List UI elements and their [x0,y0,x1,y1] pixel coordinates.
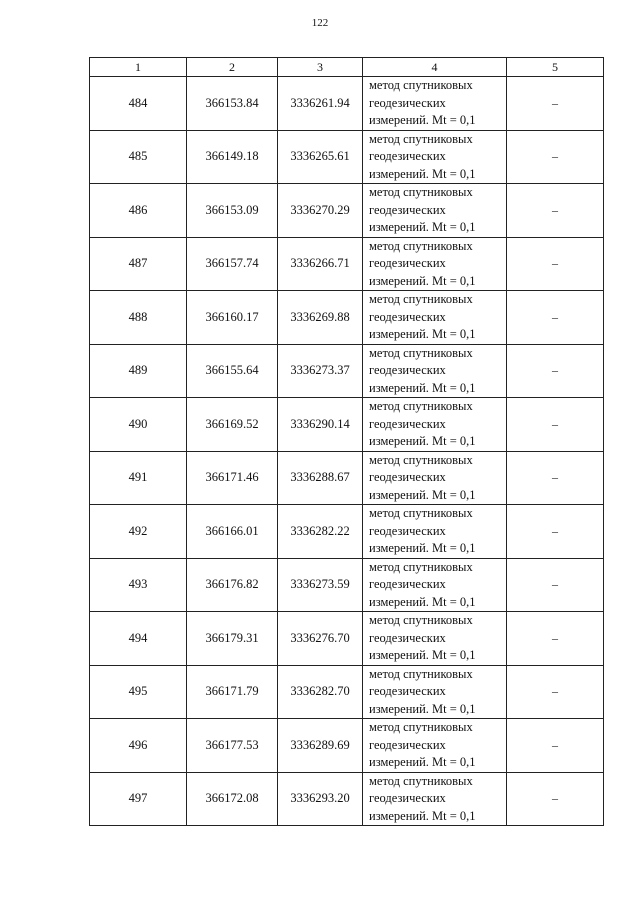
method-text-line: измерений. Mt = 0,1 [369,220,476,234]
x-coordinate-cell: 366160.17 [187,291,278,345]
method-text-line: измерений. Mt = 0,1 [369,808,476,823]
method-cell [363,505,507,559]
note-cell: – [507,130,604,184]
y-coordinate-cell: 3336282.22 [278,505,363,559]
y-coordinate-cell: 3336261.94 [278,77,363,131]
column-header: 4 [363,58,507,77]
y-coordinate-cell: 3336273.37 [278,344,363,398]
point-number-cell: 491 [90,451,187,505]
method-cell [363,291,507,345]
method-text-line: измерений. Mt = 0,1 [369,327,476,341]
note-cell: – [507,398,604,452]
method-cell [363,77,507,131]
x-coordinate-cell: 366177.53 [187,719,278,773]
point-number-cell: 497 [90,772,187,826]
note-cell: – [507,344,604,398]
y-coordinate-cell: 3336293.20 [278,772,363,826]
y-coordinate-cell: 3336289.69 [278,719,363,773]
method-cell [363,451,507,505]
method-text-line: геодезических [369,791,446,805]
point-number-cell: 495 [90,665,187,719]
method-text-line: метод спутниковых [369,238,473,253]
x-coordinate-cell: 366153.84 [187,77,278,131]
coordinates-table [89,57,604,826]
table-row [90,505,604,559]
table-row [90,665,604,719]
column-header: 5 [507,58,604,77]
method-text-line: измерений. Mt = 0,1 [369,701,476,716]
y-coordinate-cell: 3336276.70 [278,612,363,666]
method-cell [363,398,507,452]
method-text-line: измерений. Mt = 0,1 [369,594,476,609]
method-cell [363,772,507,826]
method-text-line: геодезических [369,309,446,324]
method-text-line: геодезических [369,363,446,377]
method-text-line: геодезических [369,202,446,217]
note-cell: – [507,612,604,666]
column-header: 2 [187,58,278,77]
method-cell [363,184,507,238]
note-cell: – [507,237,604,291]
x-coordinate-cell: 366149.18 [187,130,278,184]
method-text-line: измерений. Mt = 0,1 [369,166,476,181]
method-text-line: измерений. Mt = 0,1 [369,487,476,502]
method-cell [363,612,507,666]
method-text-line: метод спутниковых [369,399,473,413]
method-text-line: измерений. Mt = 0,1 [369,380,476,395]
method-cell [363,665,507,719]
point-number-cell: 486 [90,184,187,238]
note-cell: – [507,77,604,131]
method-text-line: геодезических [369,149,446,163]
point-number-cell: 484 [90,77,187,131]
method-text-line: измерений. Mt = 0,1 [369,755,476,769]
y-coordinate-cell: 3336273.59 [278,558,363,612]
table-header-row [90,58,604,77]
point-number-cell: 496 [90,719,187,773]
method-text-line: метод спутниковых [369,720,473,734]
method-text-line: измерений. Mt = 0,1 [369,273,476,288]
x-coordinate-cell: 366171.79 [187,665,278,719]
method-text-line: метод спутниковых [369,506,473,520]
x-coordinate-cell: 366171.46 [187,451,278,505]
table-row [90,77,604,131]
column-header: 1 [90,58,187,77]
x-coordinate-cell: 366157.74 [187,237,278,291]
y-coordinate-cell: 3336282.70 [278,665,363,719]
method-text-line: метод спутниковых [369,292,473,306]
method-cell [363,558,507,612]
note-cell: – [507,184,604,238]
table-body [90,77,604,826]
table-row [90,184,604,238]
y-coordinate-cell: 3336266.71 [278,237,363,291]
method-cell [363,130,507,184]
method-text-line: метод спутниковых [369,613,473,627]
point-number-cell: 494 [90,612,187,666]
point-number-cell: 485 [90,130,187,184]
column-header: 3 [278,58,363,77]
method-text-line: измерений. Mt = 0,1 [369,648,476,662]
table-row [90,719,604,773]
method-text-line: метод спутниковых [369,345,473,360]
method-text-line: метод спутниковых [369,78,473,92]
page-number: 122 [311,17,329,29]
table-row [90,398,604,452]
x-coordinate-cell: 366172.08 [187,772,278,826]
method-text-line: геодезических [369,470,446,484]
method-text-line: геодезических [369,630,446,645]
note-cell: – [507,772,604,826]
y-coordinate-cell: 3336288.67 [278,451,363,505]
method-text-line: геодезических [369,416,446,431]
method-text-line: метод спутниковых [369,559,473,574]
table-row [90,558,604,612]
method-text-line: метод спутниковых [369,452,473,467]
note-cell: – [507,558,604,612]
method-text-line: метод спутниковых [369,666,473,681]
method-text-line: геодезических [369,684,446,698]
method-text-line: геодезических [369,523,446,538]
method-text-line: геодезических [369,256,446,270]
method-text-line: измерений. Mt = 0,1 [369,113,476,127]
x-coordinate-cell: 366166.01 [187,505,278,559]
point-number-cell: 492 [90,505,187,559]
method-cell [363,719,507,773]
x-coordinate-cell: 366179.31 [187,612,278,666]
method-text-line: измерений. Mt = 0,1 [369,541,476,555]
method-cell [363,344,507,398]
point-number-cell: 489 [90,344,187,398]
note-cell: – [507,719,604,773]
note-cell: – [507,451,604,505]
table-row [90,772,604,826]
point-number-cell: 488 [90,291,187,345]
table-row [90,344,604,398]
table-row [90,130,604,184]
table-row [90,451,604,505]
point-number-cell: 493 [90,558,187,612]
method-text-line: метод спутниковых [369,185,473,199]
method-text-line: измерений. Mt = 0,1 [369,434,476,448]
table-row [90,612,604,666]
point-number-cell: 490 [90,398,187,452]
table-row [90,237,604,291]
method-text-line: геодезических [369,95,446,110]
x-coordinate-cell: 366176.82 [187,558,278,612]
note-cell: – [507,665,604,719]
x-coordinate-cell: 366153.09 [187,184,278,238]
method-text-line: геодезических [369,577,446,591]
method-text-line: метод спутниковых [369,773,473,788]
note-cell: – [507,291,604,345]
table-row [90,291,604,345]
x-coordinate-cell: 366155.64 [187,344,278,398]
y-coordinate-cell: 3336270.29 [278,184,363,238]
x-coordinate-cell: 366169.52 [187,398,278,452]
y-coordinate-cell: 3336290.14 [278,398,363,452]
method-text-line: геодезических [369,737,446,752]
point-number-cell: 487 [90,237,187,291]
y-coordinate-cell: 3336265.61 [278,130,363,184]
y-coordinate-cell: 3336269.88 [278,291,363,345]
note-cell: – [507,505,604,559]
method-text-line: метод спутниковых [369,131,473,146]
method-cell [363,237,507,291]
